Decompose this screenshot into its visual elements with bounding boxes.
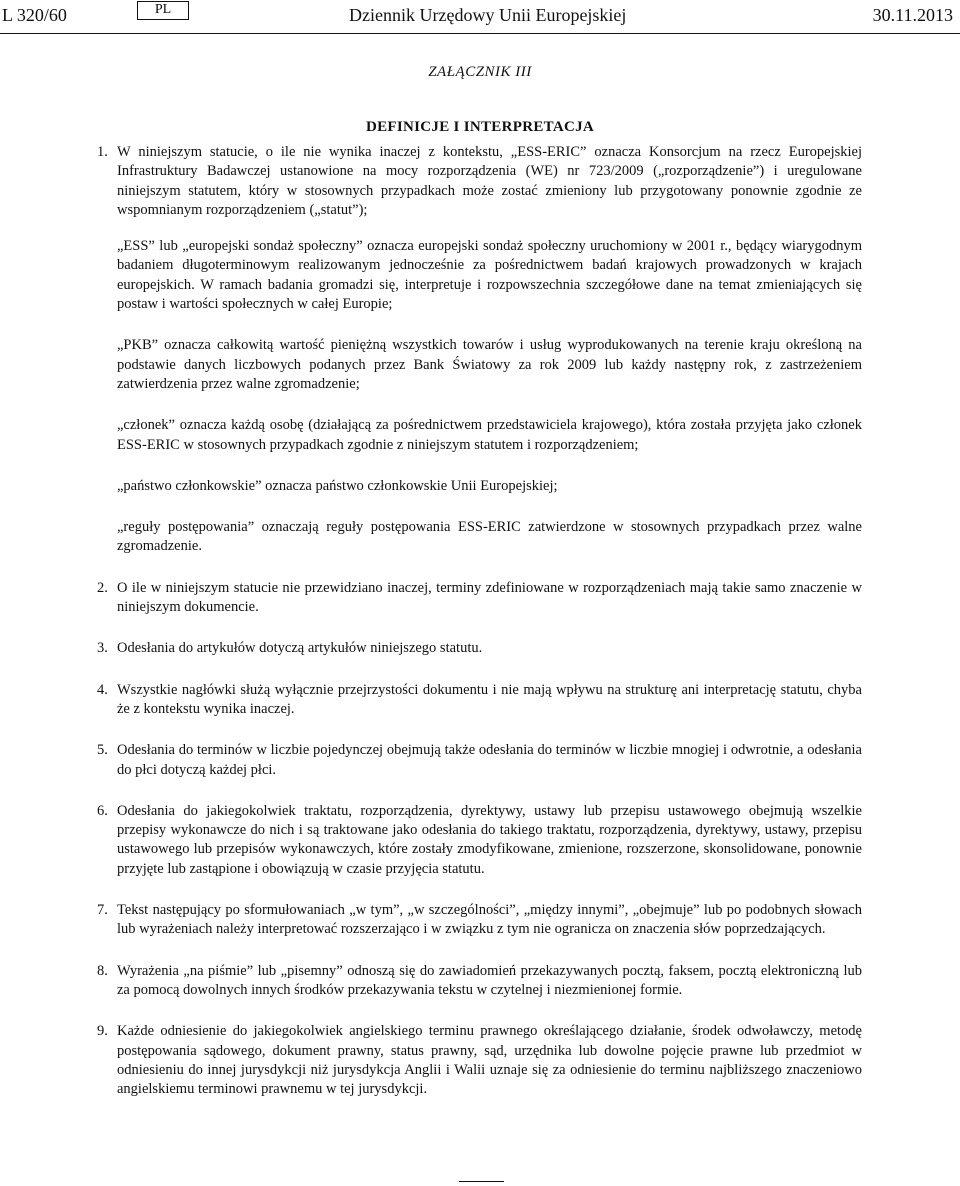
paragraph-number: 6. <box>97 802 108 819</box>
paragraph-number: 8. <box>97 962 108 979</box>
paragraph-6 <box>97 802 862 879</box>
definition-ess: „ESS” lub „europejski sondaż społeczny” oznacza europejski sondaż społeczny uruchomiony w 2001 r., będący wiarygodnym badaniem długoterminowym realizowanym jednocześnie za pośrednictwem badań krajowych prowadzonych w krajach europejskich. W ramach badania gromadzi się, interpretuje i rozpowszechnia szczegółowe dane na temat zmieniających się postaw i wartości społecznych w całej Europie; <box>117 238 862 313</box>
paragraph-text: W niniejszym statucie, o ile nie wynika inaczej z kontekstu, „ESS-ERIC” oznacza Konsorcjum na rzecz Europejskiej Infrastruktury Badawczej ustanowione na mocy rozporządzenia (WE) nr 723/2009 („rozporządzenie”) i uregulowane niniejszym statutem, który w stosownych przypadkach może zostać zmieniony lub przygotowany ponownie zgodnie ze wspomnianym rozporządzeniem („statut”); <box>117 144 862 218</box>
definition-member: „członek” oznacza każdą osobę (działającą za pośrednictwem przedstawiciela krajowego), która została przyjęta jako członek ESS-ERIC w stosownych przypadkach zgodnie z niniejszym statutem i rozporządzeniem; <box>117 417 862 453</box>
paragraph-text: Odesłania do jakiegokolwiek traktatu, rozporządzenia, dyrektywy, ustawy lub przepisu ustawowego obejmują wszelkie przepisy wykonawcze do nich i są traktowane jako odesłania do takiego traktatu, rozporządzenia, dyrektywy, ustawy, przepisu ustawowego lub przepisów wykonawczych, które zostały zmodyfikowane, zmienione, rozszerzone, skonsolidowane, ponownie przyjęte lub zastąpione i obowiązują w czasie przyjęcia statutu. <box>117 802 862 877</box>
paragraph-text: Każde odniesienie do jakiegokolwiek angielskiego terminu prawnego określającego działanie, środek odwoławczy, metodę postępowania sądowego, dokument prawny, status prawny, sąd, urzędnika lub dowolne pojęcie prawne lub przedmiot w odniesieniu do innej jurysdykcji niż jurysdykcja Anglii i Walii uznaje się za odniesienie do terminu najbliższego znaczeniowo angielskiemu terminowi prawnemu w tej jurysdykcji. <box>117 1023 862 1098</box>
section-title: DEFINICJE I INTERPRETACJA <box>365 119 595 135</box>
paragraph-7 <box>97 901 862 940</box>
footer-rule <box>459 1181 504 1182</box>
paragraph-text: Odesłania do artykułów dotyczą artykułów niniejszego statutu. <box>117 640 483 657</box>
paragraph-text: Wyrażenia „na piśmie” lub „pisemny” odnoszą się do zawiadomień przekazywanych pocztą, faksem, pocztą elektroniczną lub za pomocą dowolnych innych środków przekazywania tekstu w czytelnej i niezmienionej formie. <box>117 962 862 998</box>
definition-member-state: „państwo członkowskie” oznacza państwo członkowskie Unii Europejskiej; <box>117 477 558 494</box>
paragraph-number: 9. <box>97 1023 108 1040</box>
document-body <box>0 143 960 1099</box>
page-reference: L 320/60 <box>2 5 67 25</box>
paragraph-9 <box>97 1022 862 1099</box>
header-rule <box>0 33 960 34</box>
paragraph-2 <box>97 579 862 618</box>
definition-rules-of-procedure: „reguły postępowania” oznaczają reguły postępowania ESS-ERIC zatwierdzone w stosownych przypadkach przez walne zgromadzenie. <box>117 519 862 555</box>
journal-title: Dziennik Urzędowy Unii Europejskiej <box>349 5 627 25</box>
paragraph-number: 4. <box>97 681 108 698</box>
paragraph-3 <box>97 639 862 658</box>
paragraph-5 <box>97 741 862 780</box>
language-code-box: PL <box>137 1 189 20</box>
paragraph-text: Odesłania do terminów w liczbie pojedynczej obejmują także odesłania do terminów w liczbie mnogiej i odwrotnie, a odesłania do płci dotyczą każdej płci. <box>117 742 862 778</box>
paragraph-number: 1. <box>97 144 108 160</box>
definition-pkb: „PKB” oznacza całkowitą wartość pieniężną wszystkich towarów i usług wyprodukowanych na terenie kraju określoną na podstawie danych liczbowych podanych przez Bank Światowy za rok 2009 lub każdy następny rok, z zastrzeżeniem zatwierdzenia przez walne zgromadzenie; <box>117 337 862 392</box>
paragraph-number: 7. <box>97 902 108 919</box>
publication-date: 30.11.2013 <box>872 5 953 25</box>
paragraph-number: 3. <box>97 640 108 657</box>
paragraph-1 <box>97 143 862 220</box>
paragraph-number: 5. <box>97 742 108 759</box>
paragraph-number: 2. <box>97 579 108 596</box>
paragraph-8 <box>97 962 862 1001</box>
paragraph-text: O ile w niniejszym statucie nie przewidziano inaczej, terminy zdefiniowane w rozporządzeniach mają takie samo znaczenie w niniejszym dokumencie. <box>117 579 862 616</box>
annex-label: ZAŁĄCZNIK III <box>428 64 532 80</box>
page-header <box>0 0 960 30</box>
paragraph-text: Tekst następujący po sformułowaniach „w tym”, „w szczególności”, „między innymi”, „obejmuje” lub po podobnych słowach lub wyrażeniach należy interpretować rozszerzająco i w związku z tym nie ogranicza on znaczenia słów poprzedzających. <box>117 902 862 938</box>
paragraph-4 <box>97 681 862 720</box>
paragraph-text: Wszystkie nagłówki służą wyłącznie przejrzystości dokumentu i nie mają wpływu na strukturę ani interpretację statutu, chyba że z kontekstu wynika inaczej. <box>117 681 862 717</box>
